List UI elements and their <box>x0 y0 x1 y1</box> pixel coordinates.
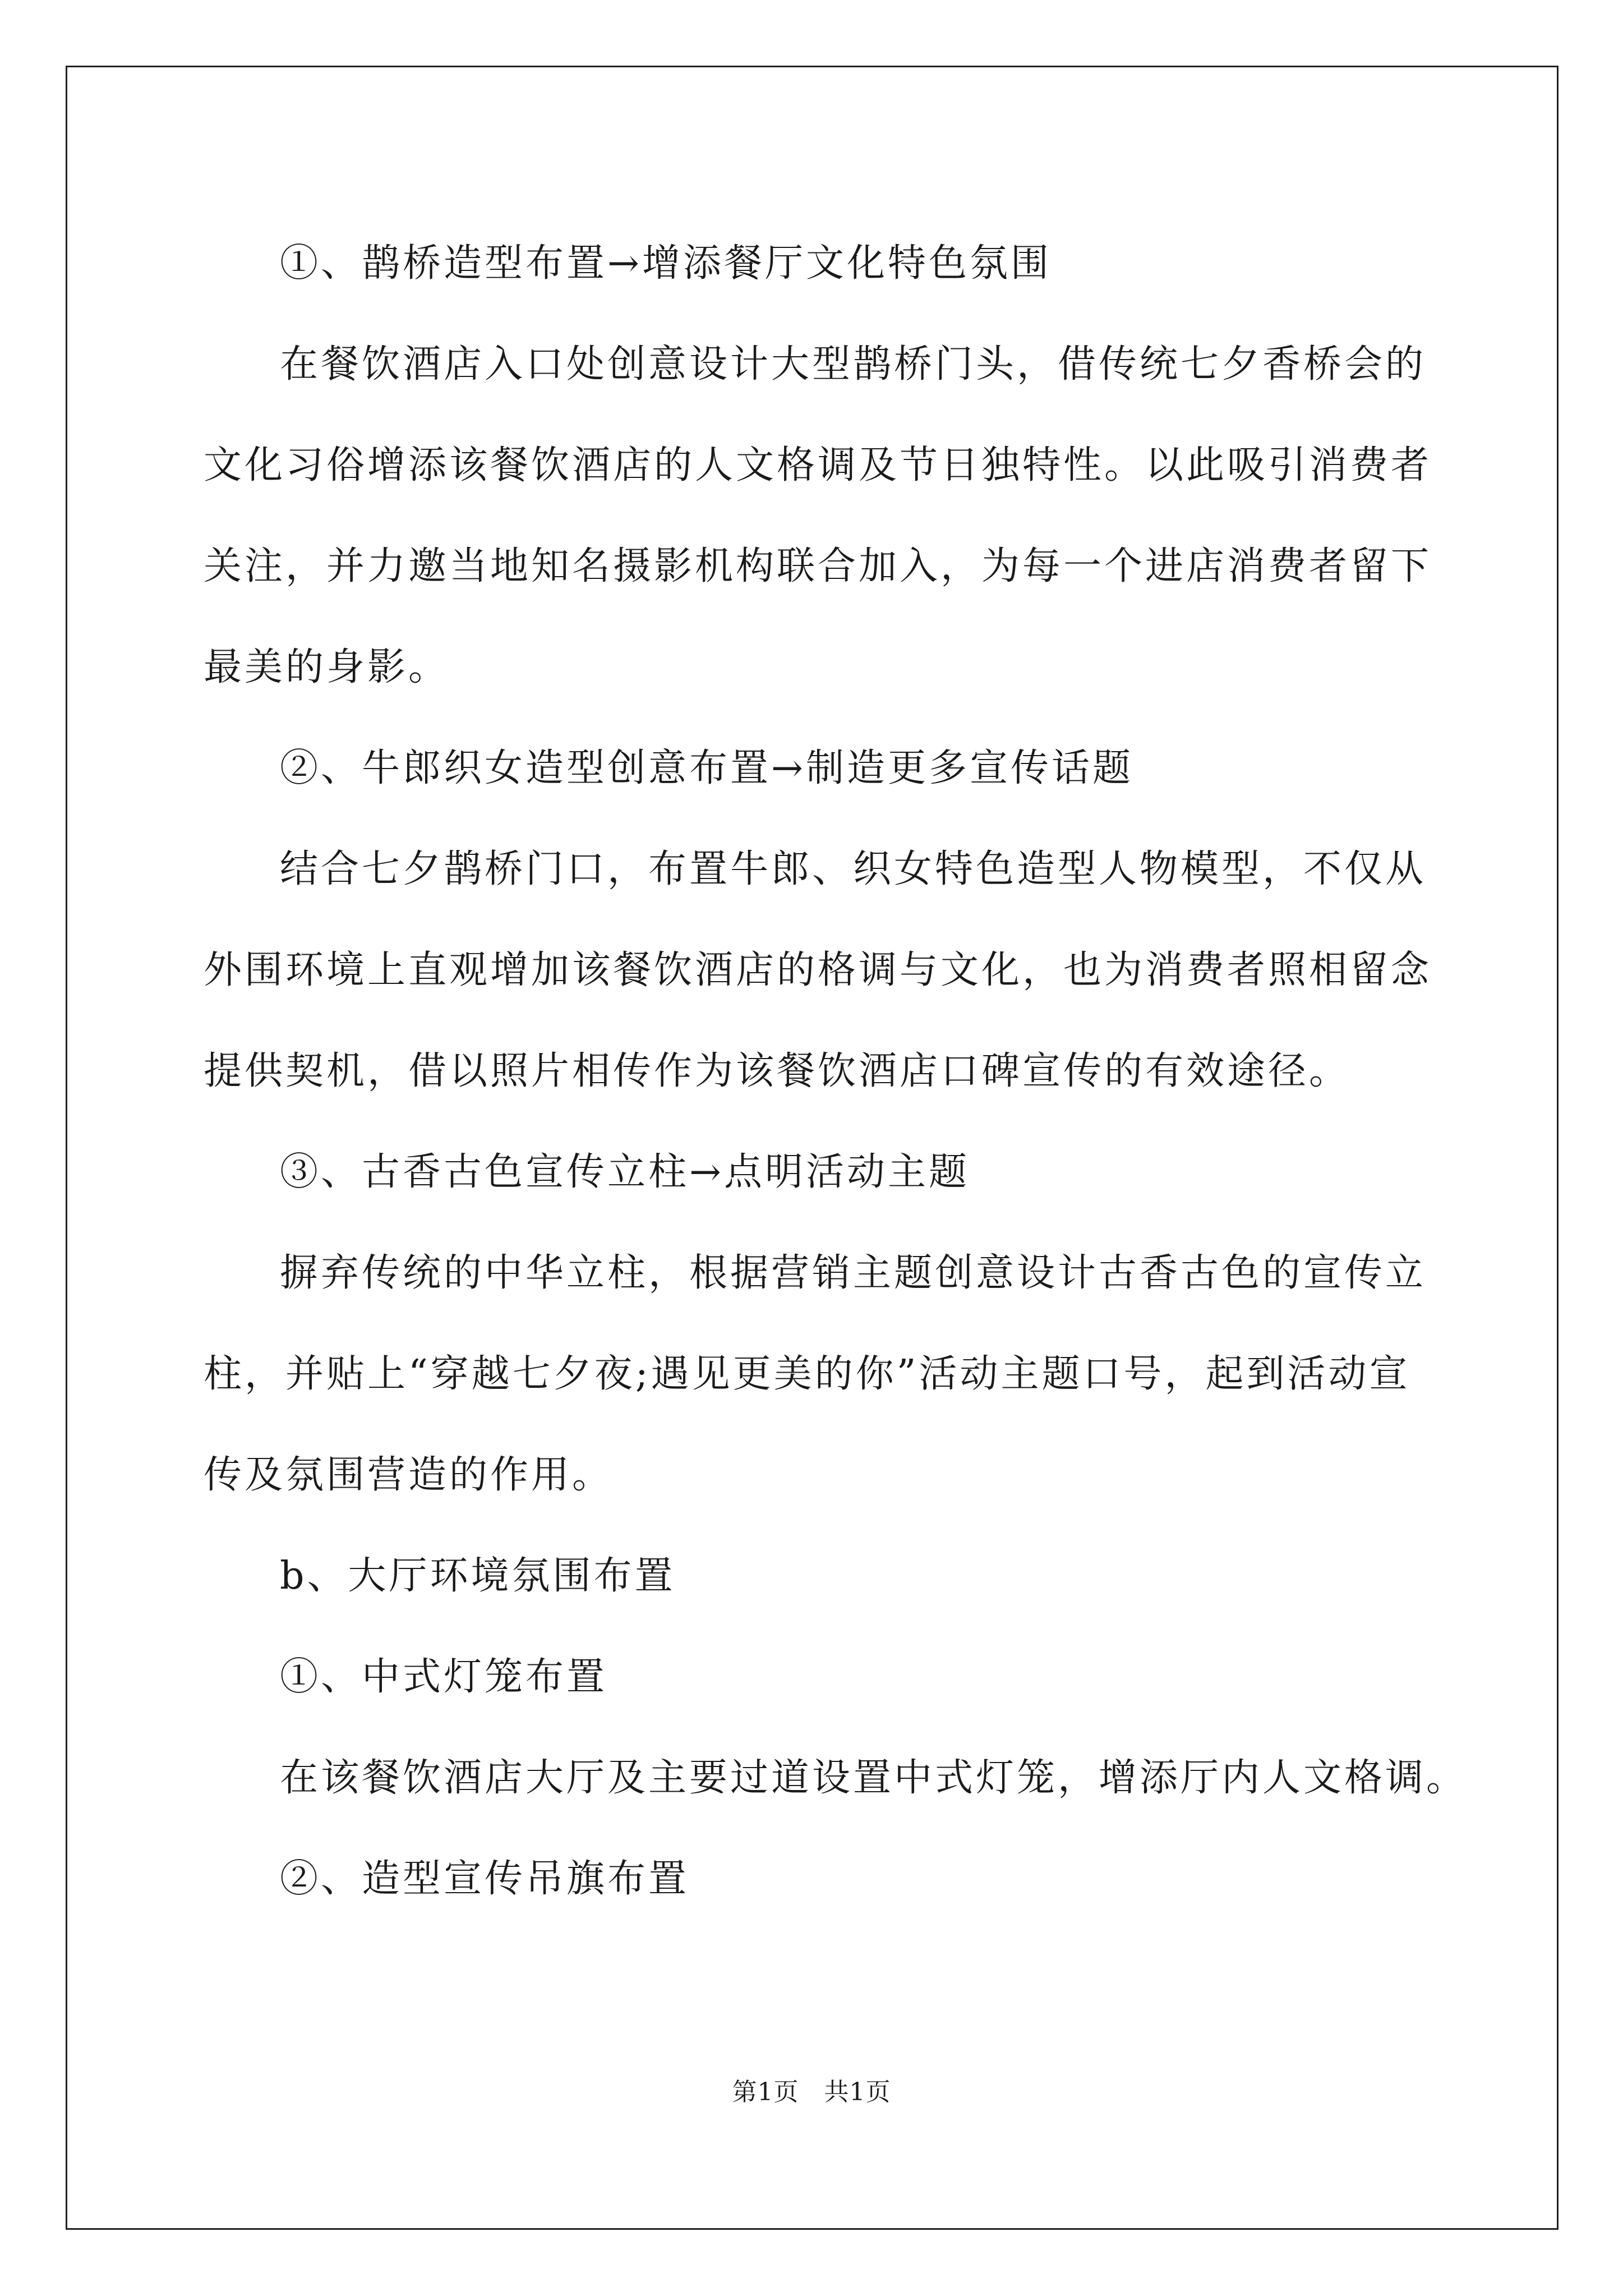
paragraph: 最美的身影。 <box>204 645 450 689</box>
paragraph: ③、古香古色宣传立柱→点明活动主题 <box>280 1150 970 1194</box>
paragraph: 结合七夕鹊桥门口，布置牛郎、织女特色造型人物模型，不仅从 <box>280 847 1427 891</box>
paragraph: 在餐饮酒店入口处创意设计大型鹊桥门头，借传统七夕香桥会的 <box>280 342 1427 386</box>
paragraph: 柱，并贴上“穿越七夕夜;遇见更美的你”活动主题口号，起到活动宣 <box>204 1352 1410 1396</box>
paragraph: ②、造型宣传吊旗布置 <box>280 1857 690 1901</box>
page-number: 第1页 共1页 <box>732 2078 891 2106</box>
paragraph: 文化习俗增添该餐饮酒店的人文格调及节日独特性。以此吸引消费者 <box>204 443 1432 487</box>
paragraph: 提供契机，借以照片相传作为该餐饮酒店口碑宣传的有效途径。 <box>204 1049 1350 1093</box>
paragraph: ①、中式灯笼布置 <box>280 1655 608 1699</box>
paragraph: ②、牛郎织女造型创意布置→制造更多宣传话题 <box>280 746 1133 790</box>
paragraph: ①、鹊桥造型布置→增添餐厅文化特色氛围 <box>280 241 1052 286</box>
paragraph: 关注，并力邀当地知名摄影机构联合加入，为每一个进店消费者留下 <box>204 544 1432 588</box>
paragraph: 在该餐饮酒店大厅及主要过道设置中式灯笼，增添厅内人文格调。 <box>280 1756 1468 1800</box>
document-body <box>204 213 1468 1930</box>
section-heading: b、大厅环境氛围布置 <box>280 1554 676 1598</box>
paragraph: 传及氛围营造的作用。 <box>204 1453 614 1497</box>
paragraph: 摒弃传统的中华立柱，根据营销主题创意设计古香古色的宣传立 <box>280 1251 1427 1295</box>
paragraph: 外围环境上直观增加该餐饮酒店的格调与文化，也为消费者照相留念 <box>204 948 1432 992</box>
